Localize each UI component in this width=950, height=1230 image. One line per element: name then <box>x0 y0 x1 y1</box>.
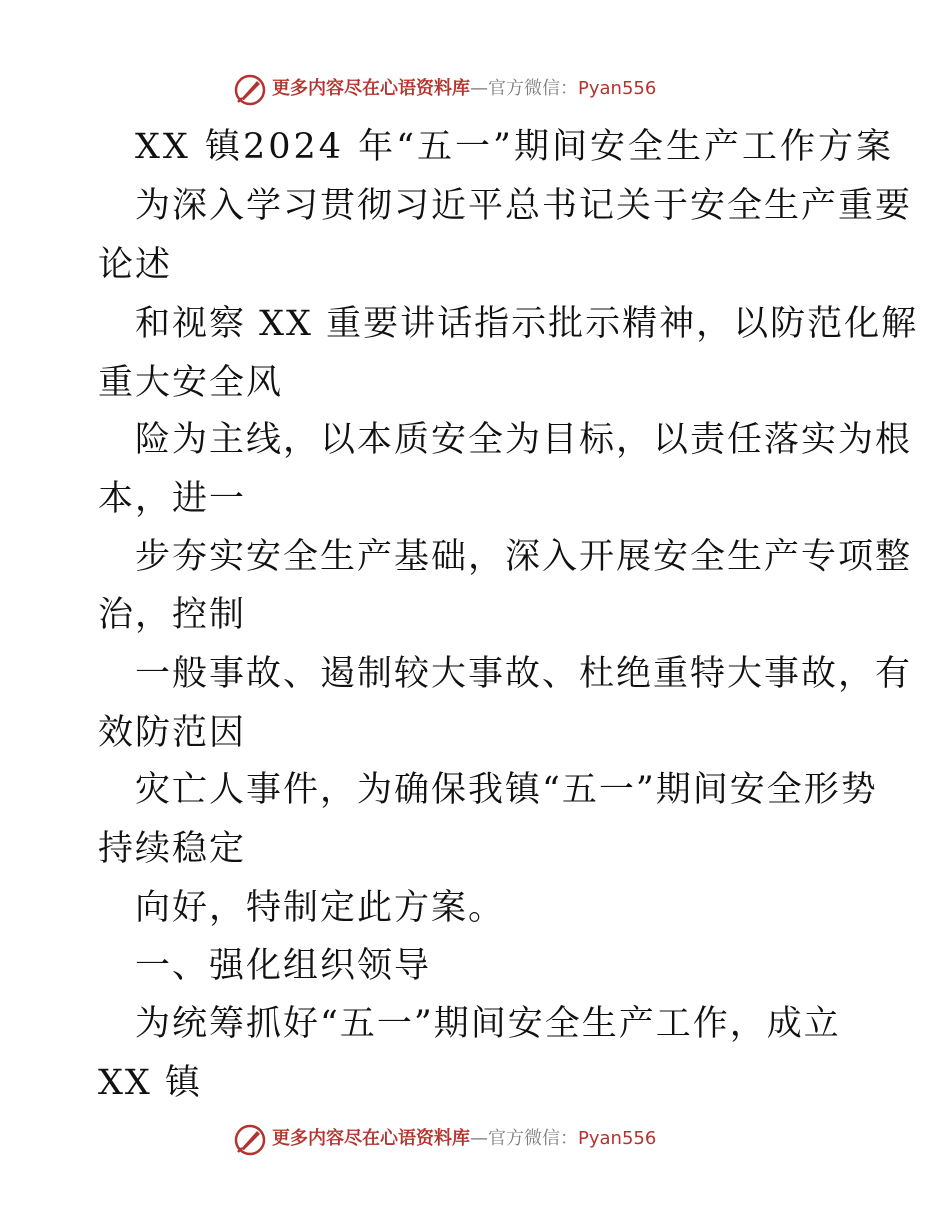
paragraph-line: 和视察 XX 重要讲话指示批示精神，以防范化解 <box>135 304 919 344</box>
banner-wechat-label: 官方微信： <box>488 78 578 99</box>
section-heading: 一、强化组织领导 <box>135 946 432 986</box>
banner-text <box>272 1128 656 1150</box>
banner-main-text: 更多内容尽在心语资料库 <box>272 1128 470 1149</box>
footer-banner <box>0 1120 950 1160</box>
banner-text <box>272 78 656 100</box>
paragraph-line: 为统筹抓好“五一”期间安全生产工作，成立 <box>135 1004 841 1044</box>
paragraph-line: 向好，特制定此方案。 <box>135 888 506 928</box>
paragraph-line: 灾亡人事件，为确保我镇“五一”期间安全形势 <box>135 770 878 810</box>
document-title: XX 镇2024 年“五一”期间安全生产工作方案 <box>135 127 894 167</box>
header-banner <box>0 70 950 110</box>
banner-separator: — <box>470 1128 488 1149</box>
quill-pen-logo-icon <box>232 72 268 108</box>
paragraph-line: 为深入学习贯彻习近平总书记关于安全生产重要 <box>135 186 913 226</box>
paragraph-line: 本，进一 <box>98 479 247 519</box>
paragraph-line: 险为主线，以本质安全为目标，以责任落实为根 <box>135 420 913 460</box>
paragraph-line: XX 镇 <box>98 1063 202 1103</box>
paragraph-line: 步夯实安全生产基础，深入开展安全生产专项整 <box>135 537 913 577</box>
banner-wechat-id: Pyan556 <box>578 78 657 99</box>
paragraph-line: 持续稳定 <box>98 829 247 869</box>
quill-pen-logo-icon <box>232 1122 268 1158</box>
banner-wechat-id: Pyan556 <box>578 1128 657 1149</box>
paragraph-line: 重大安全风 <box>98 363 284 403</box>
paragraph-line: 治，控制 <box>98 595 247 635</box>
banner-wechat-label: 官方微信： <box>488 1128 578 1149</box>
paragraph-line: 一般事故、遏制较大事故、杜绝重特大事故，有 <box>135 654 913 694</box>
banner-separator: — <box>470 78 488 99</box>
paragraph-line: 论述 <box>98 245 173 285</box>
paragraph-line: 效防范因 <box>98 713 247 753</box>
banner-main-text: 更多内容尽在心语资料库 <box>272 78 470 99</box>
